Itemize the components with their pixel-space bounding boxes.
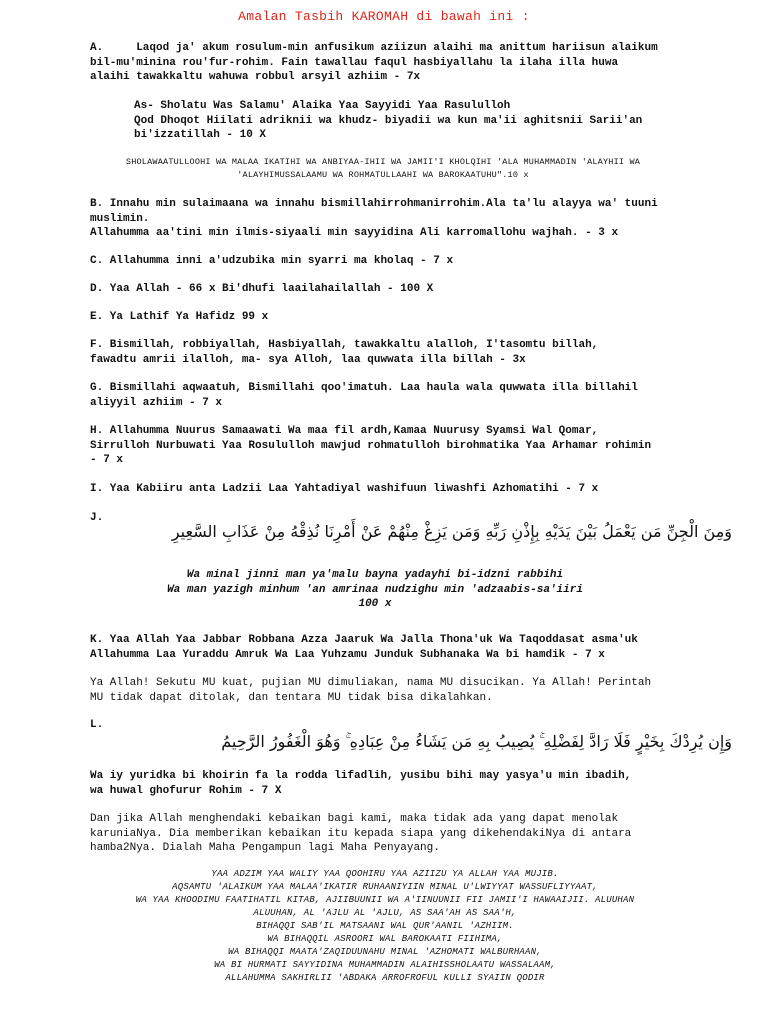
item-l-latin: Wa iy yuridka bi khoirin fa la rodda lifadlih, yusibu bihi may yasya'u min ibadih, wa huwal ghofurur Rohim - 7 X [90,770,632,797]
item-a: A. Laqod ja' akum rosulum-min anfusikum aziizun alaihi ma anittum hariisun alaikum bil-mu'minina rou'fur-rohim. Fain tawallau faqul hasbiyallahu la ilaha illa huwa alaihi tawakkaltu wahuwa robbul arsyil azhiim - 7x [90,42,658,83]
item-j-arabic: وَمِنَ الْجِنِّ مَن يَعْمَلُ بَيْنَ يَدَيْهِ بِإِذْنِ رَبِّهِ وَمَن يَزِغْ مِنْهُمْ عَنْ أَمْرِنَا نُذِقْهُ مِنْ عَذَابِ السَّعِيرِ [171,522,732,541]
item-d: D. Yaa Allah - 66 x Bi'dhufi laailahailallah - 100 X [90,283,434,295]
item-f: F. Bismillah, robbiyallah, Hasbiyallah, tawakkaltu alalloh, I'tasomtu billah, fawadtu amrii ilalloh, ma- sya Alloh, laa quwwata illa billah - 3x [90,339,599,366]
document-title: Amalan Tasbih KAROMAH di bawah ini : [238,9,530,24]
item-h: H. Allahumma Nuurus Samaawati Wa maa fil ardh,Kamaa Nuurusy Syamsi Wal Qomar, Sirrulloh Nurbuwati Yaa Rosululloh mawjud rohmatulloh birohmatika Yaa Arhamar rohimin - 7 x [90,425,652,466]
item-i: I. Yaa Kabiiru anta Ladzii Laa Yahtadiyal washifuun liwashfi Azhomatihi - 7 x [90,483,599,495]
item-j-label: J. [90,512,104,524]
item-l-label: L. [90,719,104,731]
item-c: C. Allahumma inni a'udzubika min syarri ma kholaq - 7 x [90,255,454,267]
closing-prayer: YAA ADZIM YAA WALIY YAA QOOHIRU YAA AZIIZU YA ALLAH YAA MUJIB. AQSAMTU 'ALAIKUM YAA MALAA'IKATIR RUHAANIYIIN MINAL U'LWIYYAT WASSUFLIYYAAT, WA YAA KHOODIMU FAATIHATIL KITAB, AJIIBUUNII WA A'IINUUNII FII JAMII'I HAWAAIJII. ALUUHAN ALUUHAN, AL 'AJLU AL 'AJLU, AS SAA'AH AS SAA'H, BIHAQQI SAB'IL MATSAANI WAL QUR'AANIL 'AZHIIM. WA BIHAQQIL ASROORI WAL BAROKAATI FIIHIMA, WA BIHAQQI MAATA'ZAQIDUUNAHU MINAL 'AZHOMATI WALBURHAAN, WA BI HURMATI SAYYIDINA MUHAMMADIN ALAIHISSHOLAATU WASSALAAM, ALLAHUMMA SAKHIRLII 'ABDAKA ARROFROFUL KULLI SYAIIN QODIR [135,869,635,983]
item-b: B. Innahu min sulaimaana wa innahu bismillahirrohmanirrohim.Ala ta'lu alayya wa' tuuni muslimin. Allahumma aa'tini min ilmis-siyaali min sayyidina Ali karromallohu wajhah. - 3 x [90,198,658,239]
item-k-translation: Ya Allah! Sekutu MU kuat, pujian MU dimuliakan, nama MU disucikan. Ya Allah! Perintah MU tidak dapat ditolak, dan tentara MU tidak bisa dikalahkan. [90,677,652,704]
item-l-arabic: وَإِن يُرِدْكَ بِخَيْرٍ فَلَا رَادَّ لِفَضْلِهِ ۚ يُصِيبُ بِهِ مَن يَشَاءُ مِنْ عِبَادِهِ ۚ وَهُوَ الْغَفُورُ الرَّحِيمُ [221,732,732,751]
item-l-translation: Dan jika Allah menghendaki kebaikan bagi kami, maka tidak ada yang dapat menolak karuniaNya. Dia memberikan kebaikan itu kepada siapa yang dikehendakiNya di antara hamba2Nya. Dialah Maha Pengampun lagi Maha Penyayang. [90,813,632,854]
item-j-latin: Wa minal jinni man ya'malu bayna yadayhi bi-idzni rabbihi Wa man yazigh minhum 'an amrinaa nudzighu min 'adzaabis-sa'iiri 100 x [167,569,583,610]
item-g: G. Bismillahi aqwaatuh, Bismillahi qoo'imatuh. Laa haula wala quwwata illa billahil aliyyil azhiim - 7 x [90,382,638,409]
sholawat-block: SHOLAWAATULLOOHI WA MALAA IKATIHI WA ANBIYAA-IHII WA JAMII'I KHOLQIHI 'ALA MUHAMMADIN 'ALAYHII WA 'ALAYHIMUSSALAAMU WA ROHMATULLAAHI WA BAROKAATUHU".10 x [125,157,641,180]
item-e: E. Ya Lathif Ya Hafidz 99 x [90,311,269,323]
item-a-sholawat: As- Sholatu Was Salamu' Alaika Yaa Sayyidi Yaa Rasululloh Qod Dhoqot Hiilati adriknii wa khudz- biyadii wa kun ma'ii aghitsnii Sarii'an bi'izzatillah - 10 X [134,100,643,141]
item-k: K. Yaa Allah Yaa Jabbar Robbana Azza Jaaruk Wa Jalla Thona'uk Wa Taqoddasat asma'uk Allahumma Laa Yuraddu Amruk Wa Laa Yuhzamu Junduk Subhanaka Wa bi hamdik - 7 x [90,634,638,661]
